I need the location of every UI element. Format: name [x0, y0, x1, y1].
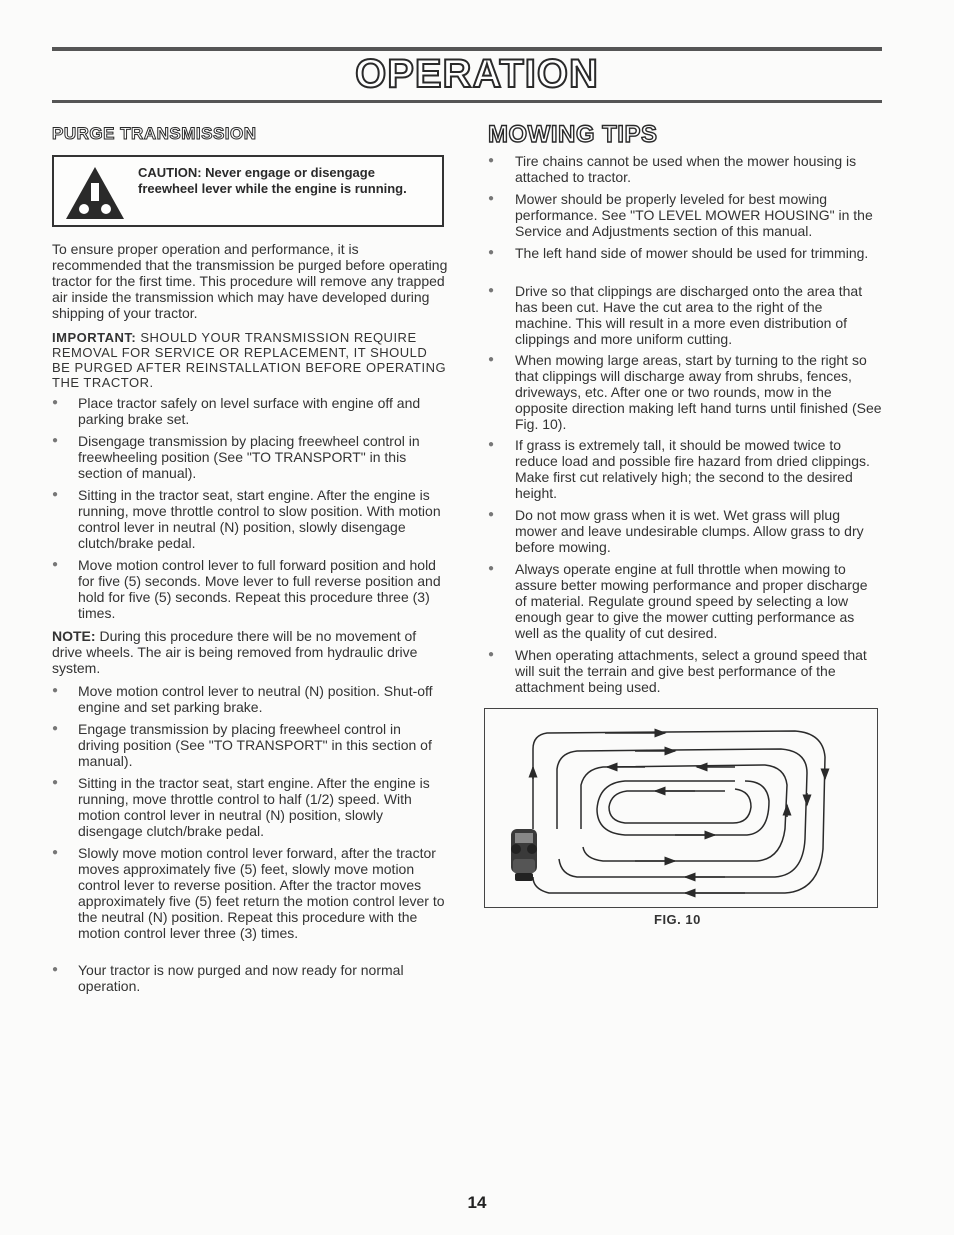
purge-heading: PURGE TRANSMISSION [52, 124, 257, 143]
note-label: NOTE: [52, 628, 96, 644]
bullet-icon: ● [488, 155, 495, 166]
mowing-pattern-diagram [485, 709, 877, 907]
mowing-pattern-figure [484, 708, 878, 908]
bullet-icon: ● [488, 285, 495, 296]
bullet-icon: ● [52, 435, 59, 446]
warning-triangle-icon [64, 165, 126, 221]
page-number: 14 [467, 1193, 487, 1212]
bullet-icon: ● [52, 397, 59, 408]
note-text: During this procedure there will be no movement of drive wheels. The air is being removed from hydraulic drive system. [52, 628, 418, 676]
bullet-icon: ● [52, 489, 59, 500]
bullet-icon: ● [52, 559, 59, 570]
top-rule [52, 47, 882, 51]
page-title: OPERATION [355, 52, 599, 96]
important-text: SHOULD YOUR TRANSMISSION REQUIRE REMOVAL FOR SERVICE OR REPLACEMENT, IT SHOULD BE PURGED AFTER REINSTALLATION BEFORE OPERATING THE TRACTOR. [52, 330, 447, 390]
purge-intro: To ensure proper operation and performance, it is recommended that the transmission be purged before operating tractor for the first time. This procedure will remove any trapped air inside the transmission which may have developed during shipping of your tractor. [52, 241, 448, 321]
bullet-icon: ● [488, 193, 495, 204]
bullet-icon: ● [488, 247, 495, 258]
important-paragraph [52, 330, 448, 390]
caution-text: CAUTION: Never engage or disengage freewheel lever while the engine is running. [138, 165, 407, 196]
bullet-icon: ● [488, 649, 495, 660]
bullet-icon: ● [488, 439, 495, 450]
important-label: IMPORTANT: [52, 330, 137, 345]
bullet-icon: ● [52, 685, 59, 696]
bullet-icon: ● [52, 777, 59, 788]
bullet-icon: ● [52, 723, 59, 734]
mowing-heading: MOWING TIPS [488, 121, 658, 148]
bullet-icon: ● [488, 509, 495, 520]
tractor-icon [511, 829, 537, 881]
bullet-icon: ● [488, 563, 495, 574]
caution-box [52, 155, 444, 227]
bullet-icon: ● [52, 847, 59, 858]
bullet-icon: ● [52, 964, 59, 975]
note-paragraph [52, 628, 448, 676]
bullet-icon: ● [488, 354, 495, 365]
title-underline-rule [52, 100, 882, 103]
figure-caption: FIG. 10 [654, 912, 701, 927]
